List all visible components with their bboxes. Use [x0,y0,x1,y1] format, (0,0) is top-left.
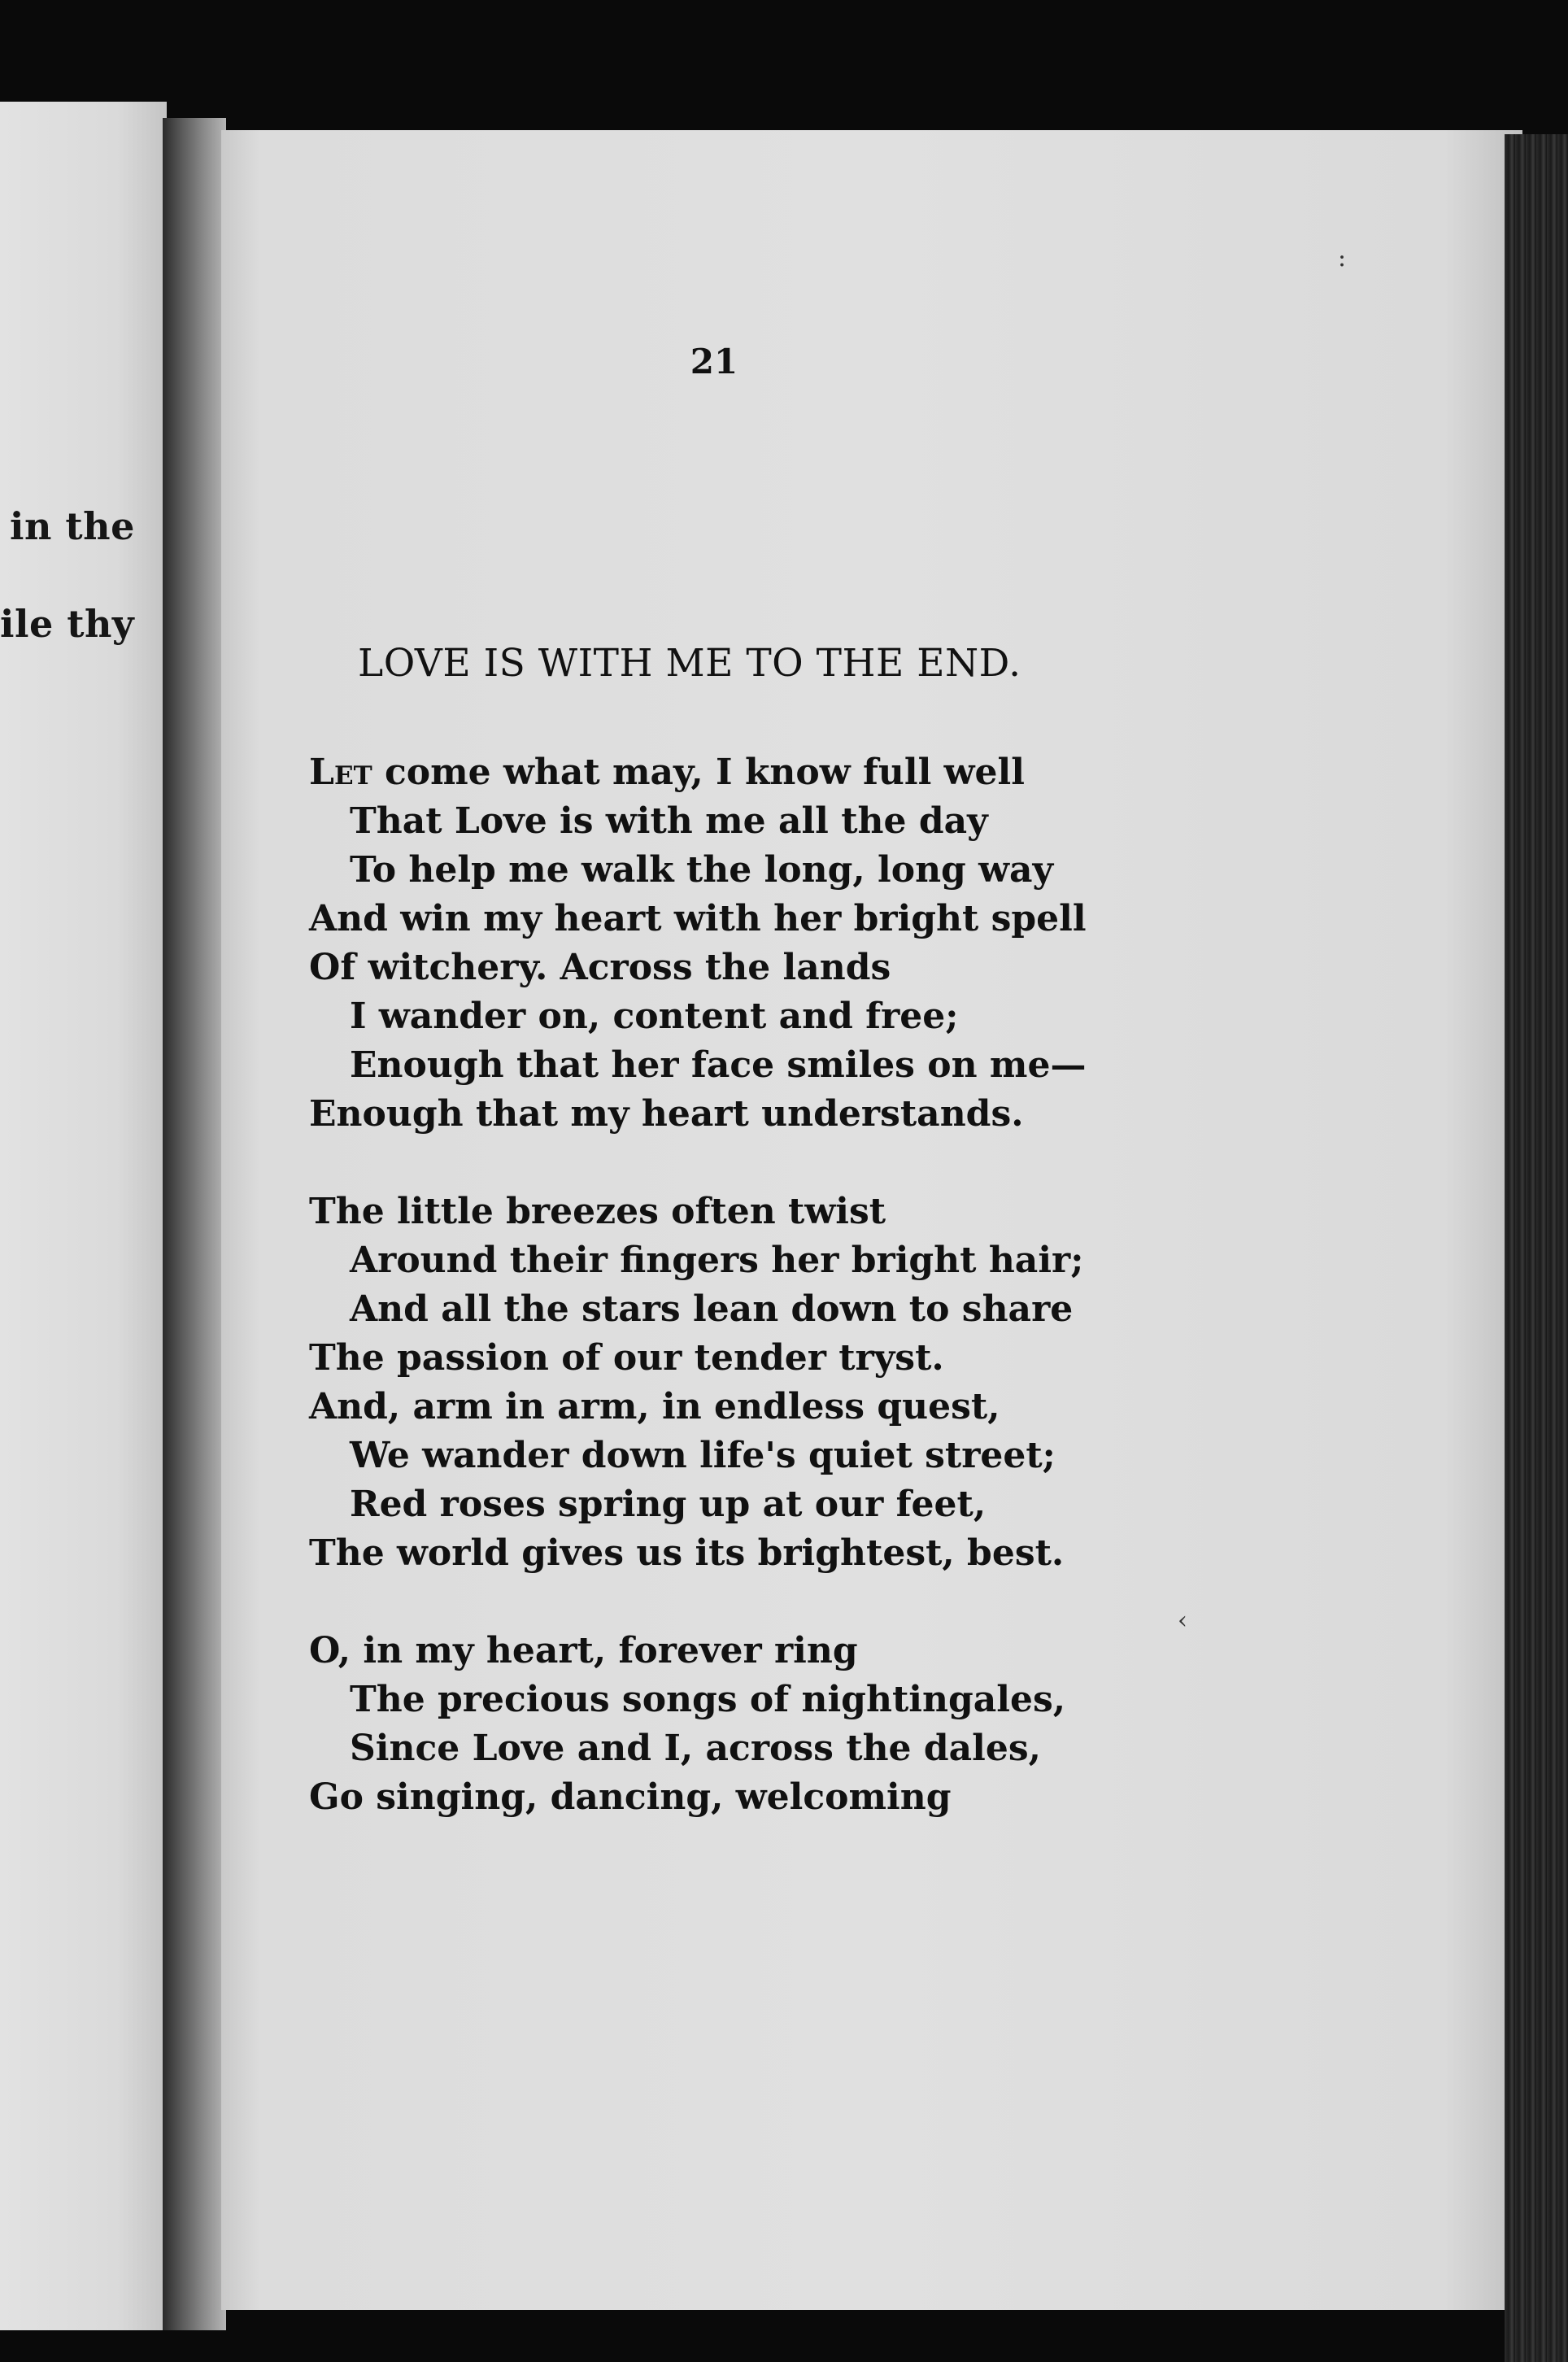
poem-line: And all the stars lean down to share [350,1288,1074,1330]
poem-line: Since Love and I, across the dales, [350,1728,1041,1769]
poem-line: To help me walk the long, long way [350,849,1054,891]
poem-line: O, in my heart, forever ring [309,1630,858,1671]
poem-title: LOVE IS WITH ME TO THE END. [358,641,1021,686]
page-number: 21 [690,342,738,381]
poem-body [309,748,1122,1822]
poem-line: The precious songs of nightingales, [350,1679,1066,1720]
poem-line: The little breezes often twist [309,1191,886,1232]
poem-line: Enough that my heart understands. [309,1093,1024,1135]
previous-page-fragment [0,102,167,2330]
speck-mark: : [1338,244,1347,272]
poem-line: That Love is with me all the day [350,800,988,842]
previous-page-line: in the [10,504,135,548]
poem-line: I wander on, content and free; [350,996,959,1037]
poem-line: The passion of our tender tryst. [309,1337,944,1379]
poem-line: Of witchery. Across the lands [309,947,891,988]
book-gutter [163,118,226,2330]
poem-line: Around their fingers her bright hair; [350,1240,1084,1281]
poem-line-text: come what may, I know full well [372,752,1025,793]
previous-page-line: ile thy [0,602,135,646]
poem-line: Go singing, dancing, welcoming [309,1776,952,1818]
stanza-gap [309,1139,1122,1188]
poem-line: Red roses spring up at our feet, [350,1484,987,1525]
poem-line: And, arm in arm, in endless quest, [309,1386,1000,1427]
page-edge-stack [1505,134,1568,2362]
poem-line: And win my heart with her bright spell [309,898,1087,939]
poem-line [309,748,1122,797]
speck-mark: ‹ [1178,1606,1187,1635]
poem-line: We wander down life's quiet street; [350,1435,1056,1476]
stanza-gap [309,1578,1122,1627]
poem-first-word: Let [309,752,372,793]
poem-line: Enough that her face smiles on me— [350,1044,1087,1086]
poem-line: The world gives us its brightest, best. [309,1532,1065,1574]
